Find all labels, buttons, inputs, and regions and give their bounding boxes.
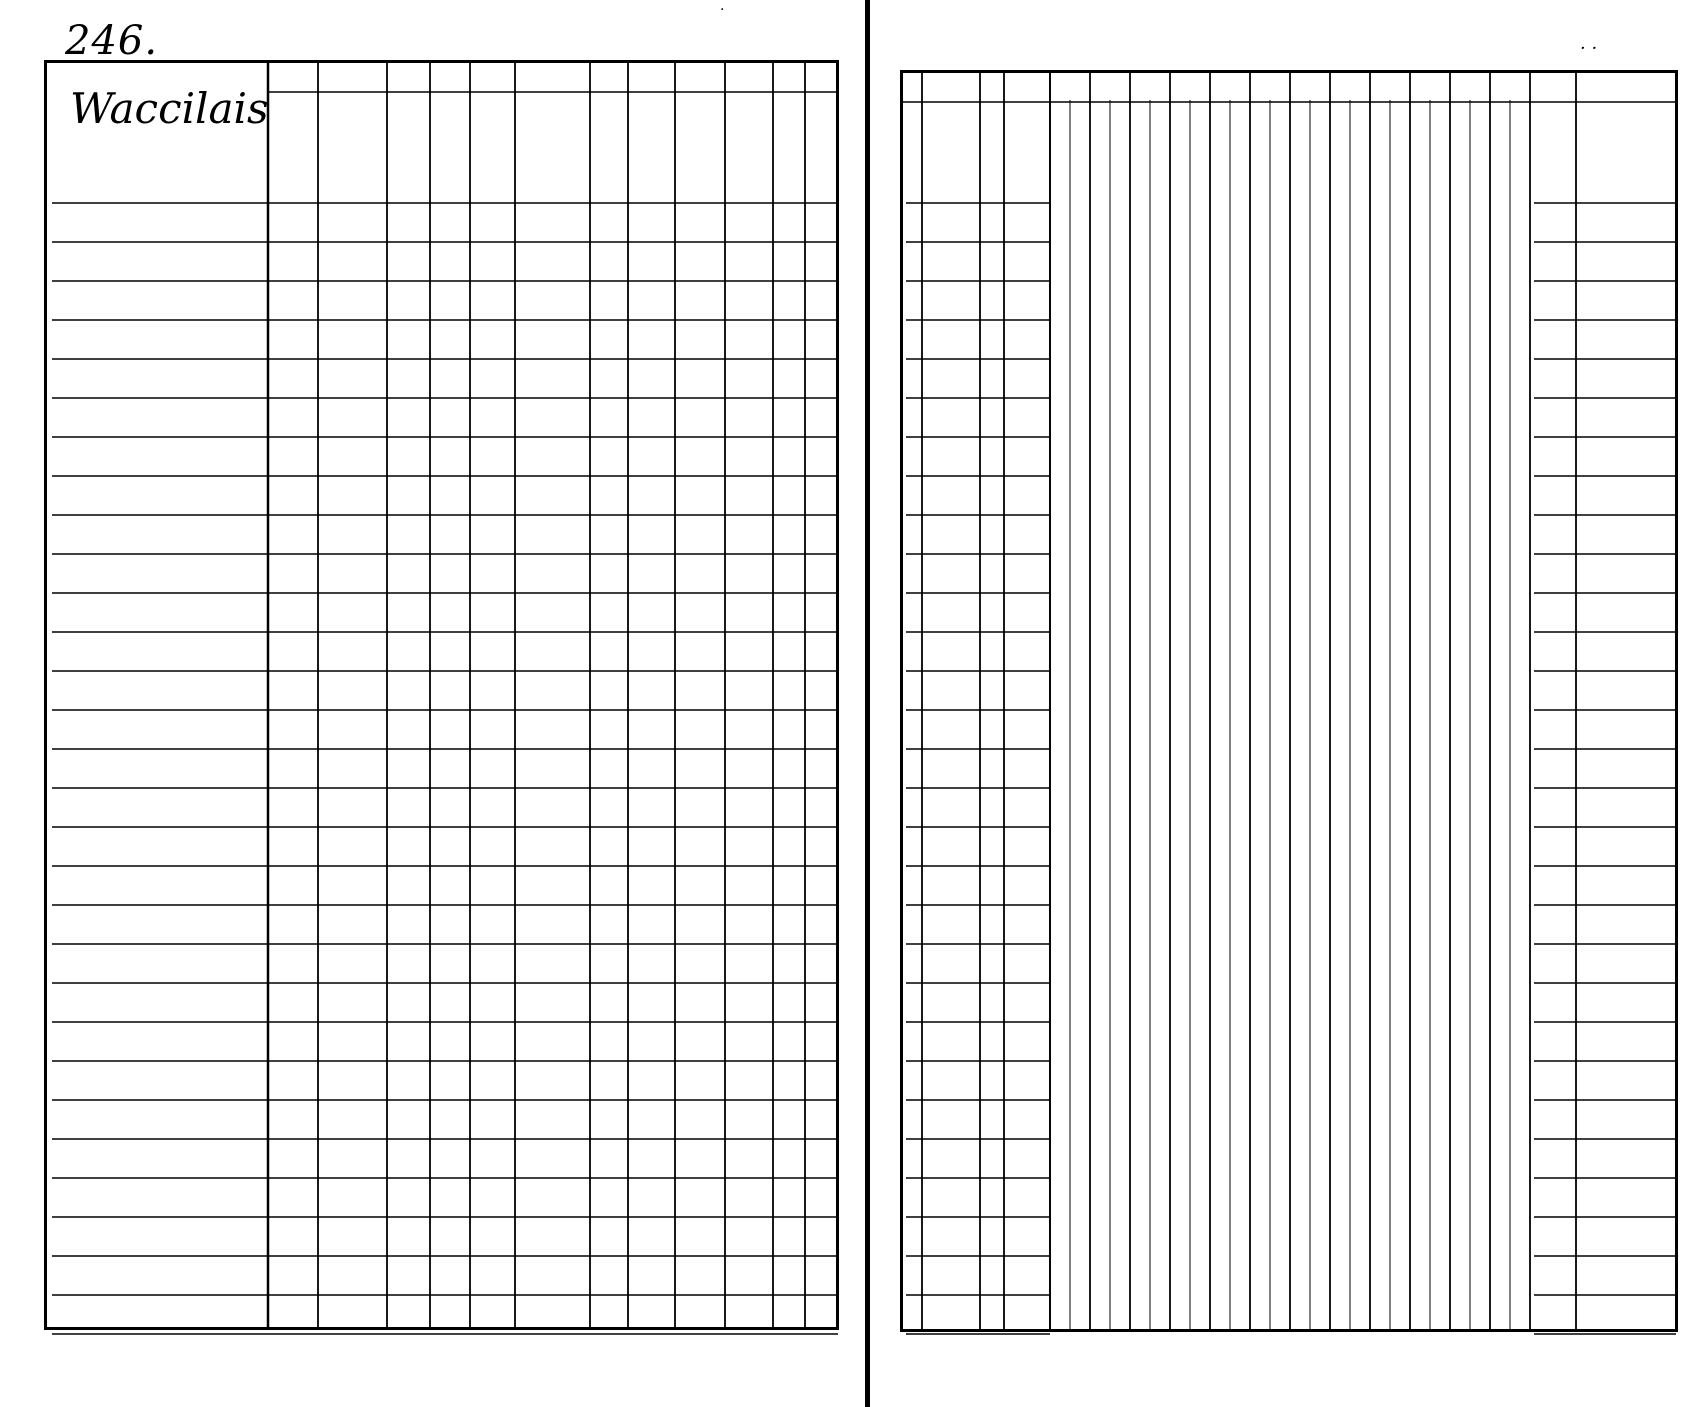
corner-mark-icon: · (720, 2, 725, 18)
right-page (870, 0, 1700, 1407)
corner-mark-icon: · · (1580, 38, 1598, 59)
village-name: Waccilais (70, 84, 269, 133)
right-ruled-lines (870, 0, 1700, 1407)
page-number: 246. (65, 18, 159, 64)
